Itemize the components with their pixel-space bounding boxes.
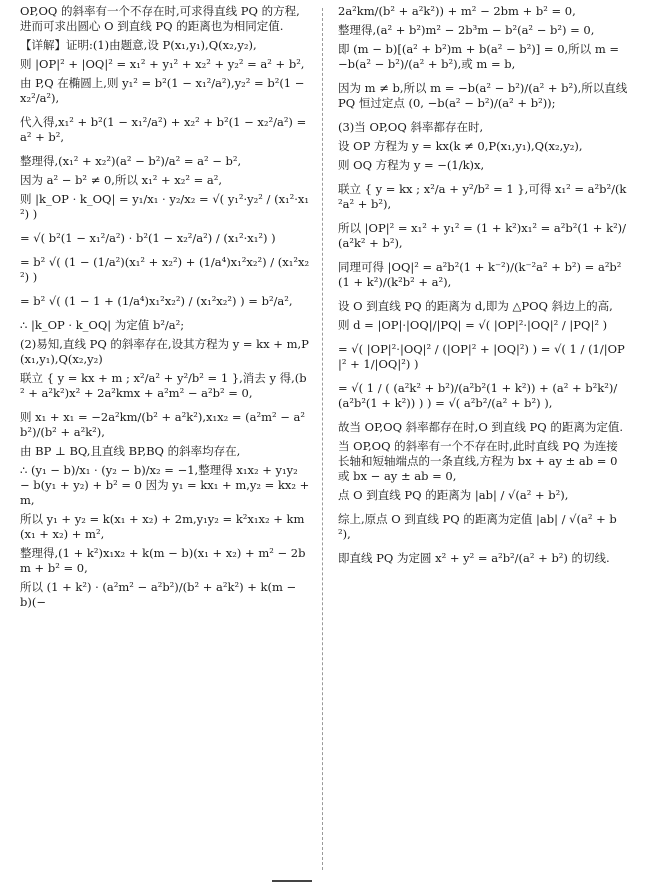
text-line: = √( b²(1 − x₁²/a²) · b²(1 − x₂²/a²) / (x₁²·x₁²) ): [20, 231, 276, 245]
text-line: 设 OP 方程为 y = kx(k ≠ 0,P(x₁,y₁),Q(x₂,y₂),: [338, 139, 583, 153]
text-line: 整理得,(x₁² + x₂²)(a² − b²)/a² = a² − b²,: [20, 154, 242, 168]
text-line: 整理得,(1 + k²)x₁x₂ + k(m − b)(x₁ + x₂) + m² − 2bm + b² = 0,: [20, 546, 306, 575]
text-line: = b² √( (1 − (1/a²)(x₁² + x₂²) + (1/a⁴)x₁²x₂²) / (x₁²x₂²) ): [20, 255, 310, 284]
text-line: 点 O 到直线 PQ 的距离为 |ab| / √(a² + b²),: [338, 488, 569, 502]
column-divider: [322, 8, 323, 870]
text-line: OP,OQ 的斜率有一个不存在时,可求得直线 PQ 的方程,进而可求出圆心 O 到直线 PQ 的距离也为相同定值.: [20, 4, 300, 33]
text-line: ∴ |k_OP · k_OQ| 为定值 b²/a²;: [20, 318, 185, 332]
text-line: 所以 |OP|² = x₁² + y₁² = (1 + k²)x₁² = a²b²(1 + k²)/(a²k² + b²),: [338, 221, 627, 250]
text-line: 则 d = |OP|·|OQ|/|PQ| = √( |OP|²·|OQ|² / |PQ|² ): [338, 318, 608, 332]
text-line: ∴ (y₁ − b)/x₁ · (y₂ − b)/x₂ = −1,整理得 x₁x₂ + y₁y₂ − b(y₁ + y₂) + b² = 0 因为 y₁ = kx₁ + m,y₂ = kx₂ + m,: [20, 463, 313, 507]
left-column: [20, 4, 313, 614]
text-line: = √( 1 / ( (a²k² + b²)/(a²b²(1 + k²)) + (a² + b²k²)/(a²b²(1 + k²)) ) ) = √( a²b²/(a² + b²) ),: [338, 381, 618, 410]
right-column: [338, 4, 631, 570]
text-line: 故当 OP,OQ 斜率都存在时,O 到直线 PQ 的距离为定值.: [338, 420, 624, 434]
text-line: 【详解】证明:(1)由题意,设 P(x₁,y₁),Q(x₂,y₂),: [20, 38, 257, 52]
text-line: 2a²km/(b² + a²k²)) + m² − 2bm + b² = 0,: [338, 4, 576, 18]
text-line: 所以 y₁ + y₂ = k(x₁ + x₂) + 2m,y₁y₂ = k²x₁x₂ + km(x₁ + x₂) + m²,: [20, 512, 305, 541]
text-line: 则 |OP|² + |OQ|² = x₁² + y₁² + x₂² + y₂² = a² + b²,: [20, 57, 305, 71]
text-line: 因为 a² − b² ≠ 0,所以 x₁² + x₂² = a²,: [20, 173, 223, 187]
text-line: 则 OQ 方程为 y = −(1/k)x,: [338, 158, 485, 172]
text-line: 设 O 到直线 PQ 的距离为 d,即为 △POQ 斜边上的高,: [338, 299, 613, 313]
text-line: 因为 m ≠ b,所以 m = −b(a² − b²)/(a² + b²),所以直线 PQ 恒过定点 (0, −b(a² − b²)/(a² + b²));: [338, 81, 631, 110]
page-footer-rule: [272, 880, 312, 882]
text-line: 当 OP,OQ 的斜率有一个不存在时,此时直线 PQ 为连接长轴和短轴端点的一条直线,方程为 bx + ay ± ab = 0 或 bx − ay ± ab = 0,: [338, 439, 622, 483]
text-line: 由 BP ⊥ BQ,且直线 BP,BQ 的斜率均存在,: [20, 444, 241, 458]
text-line: 代入得,x₁² + b²(1 − x₁²/a²) + x₂² + b²(1 − x₂²/a²) = a² + b²,: [20, 115, 310, 144]
text-line: 由 P,Q 在椭圆上,则 y₁² = b²(1 − x₁²/a²),y₂² = b²(1 − x₂²/a²),: [20, 76, 309, 105]
text-line: = b² √( (1 − 1 + (1/a⁴)x₁²x₂²) / (x₁²x₂²) ) = b²/a²,: [20, 294, 293, 308]
text-line: (3)当 OP,OQ 斜率都存在时,: [338, 120, 484, 134]
text-line: 同理可得 |OQ|² = a²b²(1 + k⁻²)/(k⁻²a² + b²) = a²b²(1 + k²)/(k²b² + a²),: [338, 260, 622, 289]
text-line: = √( |OP|²·|OQ|² / (|OP|² + |OQ|²) ) = √( 1 / (1/|OP|² + 1/|OQ|²) ): [338, 342, 625, 371]
text-line: 联立 { y = kx + m ; x²/a² + y²/b² = 1 },消去 y 得,(b² + a²k²)x² + 2a²kmx + a²m² − a²b² = 0,: [20, 371, 307, 400]
text-line: 即 (m − b)[(a² + b²)m + b(a² − b²)] = 0,所以 m = −b(a² − b²)/(a² + b²),或 m = b,: [338, 42, 623, 71]
text-line: 联立 { y = kx ; x²/a + y²/b² = 1 },可得 x₁² = a²b²/(k²a² + b²),: [338, 182, 627, 211]
text-line: 综上,原点 O 到直线 PQ 的距离为定值 |ab| / √(a² + b²),: [338, 512, 617, 541]
text-line: 则 x₁ + x₁ = −2a²km/(b² + a²k²),x₁x₂ = (a²m² − a²b²)/(b² + a²k²),: [20, 410, 306, 439]
text-line: (2)易知,直线 PQ 的斜率存在,设其方程为 y = kx + m,P(x₁,y₁),Q(x₂,y₂): [20, 337, 309, 366]
text-line: 即直线 PQ 为定圆 x² + y² = a²b²/(a² + b²) 的切线.: [338, 551, 610, 565]
text-line: 所以 (1 + k²) · (a²m² − a²b²)/(b² + a²k²) + k(m − b)(−: [20, 580, 300, 609]
text-line: 则 |k_OP · k_OQ| = y₁/x₁ · y₂/x₂ = √( y₁²·y₂² / (x₁²·x₁²) ): [20, 192, 310, 221]
text-line: 整理得,(a² + b²)m² − 2b³m − b²(a² − b²) = 0,: [338, 23, 595, 37]
